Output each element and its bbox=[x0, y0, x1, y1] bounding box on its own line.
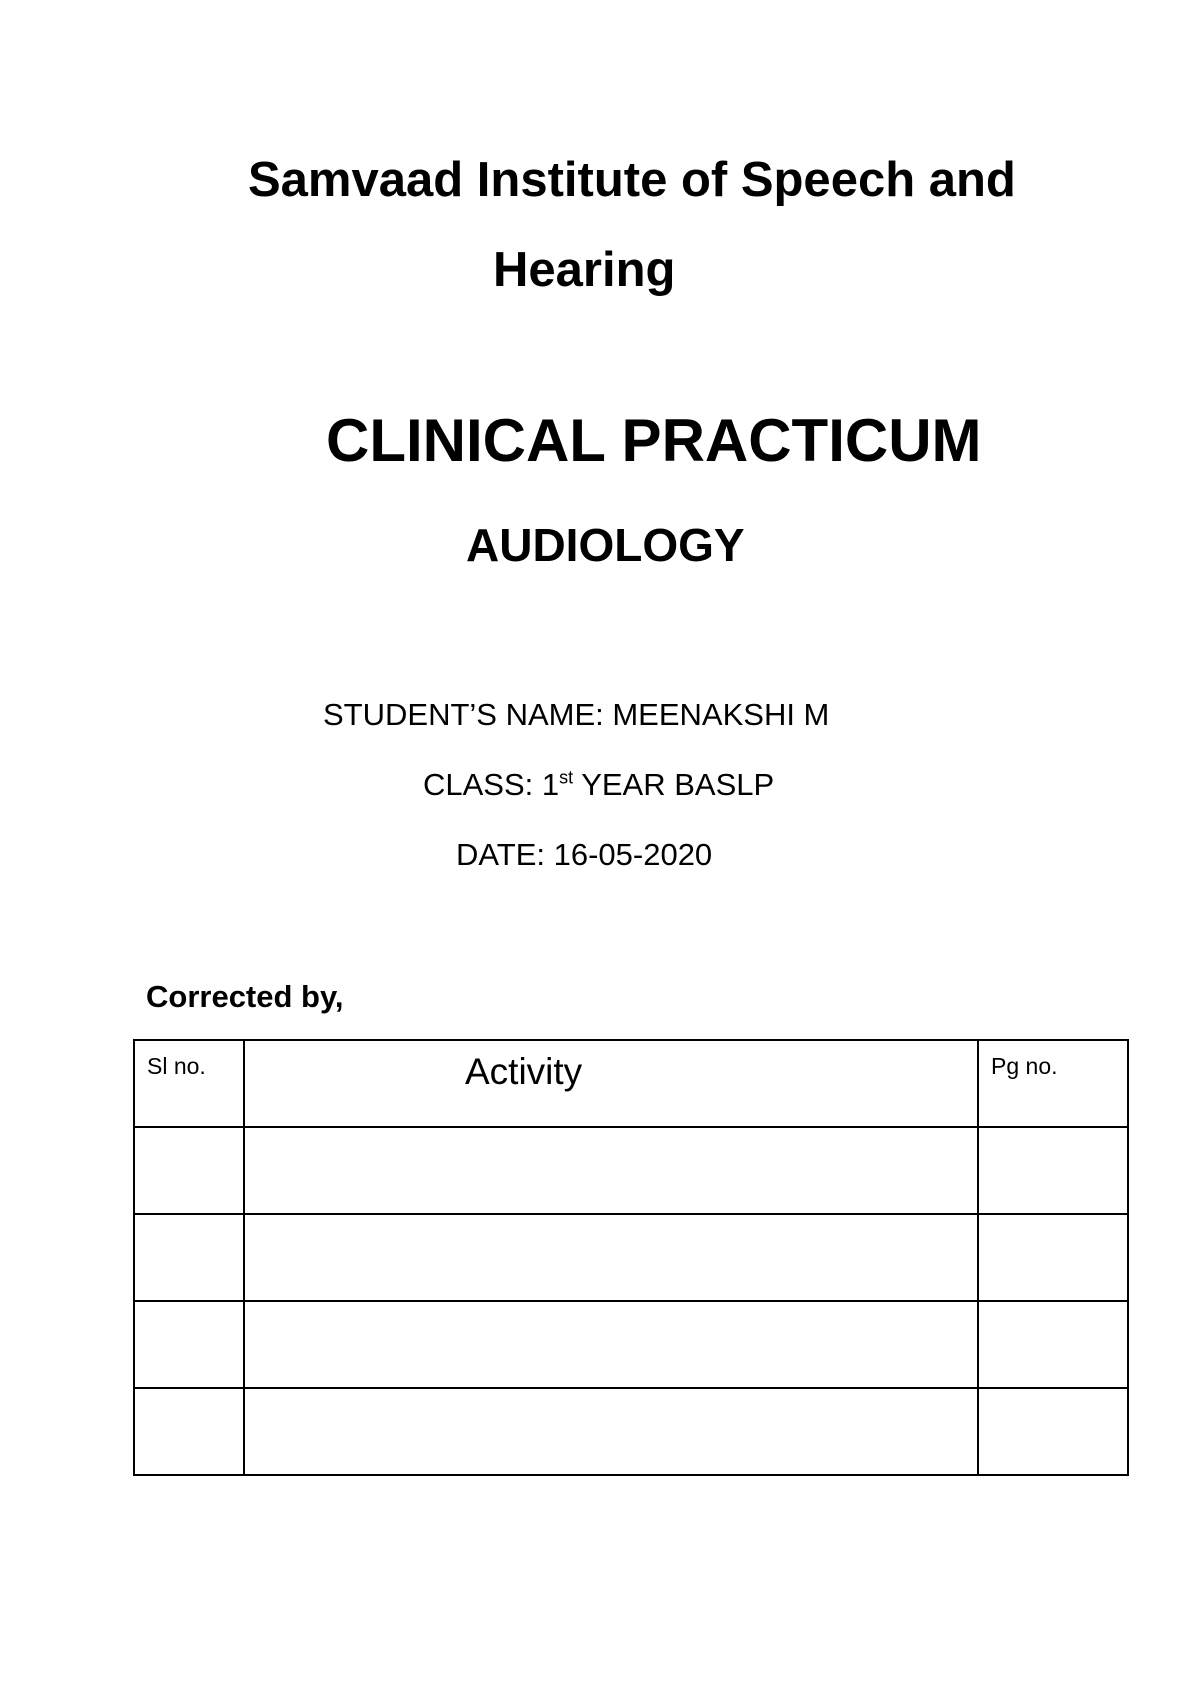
student-name: STUDENT’S NAME: MEENAKSHI M bbox=[323, 697, 830, 732]
column-header-activity bbox=[244, 1040, 978, 1127]
table-header-row bbox=[134, 1040, 1128, 1127]
corrected-by-label: Corrected by, bbox=[146, 979, 344, 1014]
table-cell-pg bbox=[978, 1127, 1128, 1214]
table-cell-sl bbox=[134, 1214, 244, 1301]
table-row bbox=[134, 1214, 1128, 1301]
column-header-activity-text: Activity bbox=[465, 1051, 583, 1092]
table-cell-activity bbox=[244, 1214, 978, 1301]
activity-index-table bbox=[133, 1039, 1129, 1476]
table-cell-activity bbox=[244, 1127, 978, 1214]
table-cell-pg bbox=[978, 1301, 1128, 1388]
student-class bbox=[423, 767, 774, 803]
column-header-sl-no bbox=[134, 1040, 244, 1127]
table-cell-sl bbox=[134, 1301, 244, 1388]
table-row bbox=[134, 1127, 1128, 1214]
table-cell-sl bbox=[134, 1388, 244, 1475]
table-cell-activity bbox=[244, 1301, 978, 1388]
class-ordinal-suffix: st bbox=[559, 767, 574, 788]
column-header-sl-no-text: Sl no. bbox=[147, 1053, 206, 1079]
table-cell-pg bbox=[978, 1388, 1128, 1475]
table-cell-sl bbox=[134, 1127, 244, 1214]
table-cell-pg bbox=[978, 1214, 1128, 1301]
document-subject: AUDIOLOGY bbox=[466, 519, 745, 571]
table-row bbox=[134, 1388, 1128, 1475]
institution-name-line-2: Hearing bbox=[493, 243, 676, 297]
class-suffix: YEAR BASLP bbox=[573, 767, 775, 802]
column-header-pg-no bbox=[978, 1040, 1128, 1127]
table-cell-activity bbox=[244, 1388, 978, 1475]
institution-name-line-1: Samvaad Institute of Speech and bbox=[248, 153, 1016, 207]
column-header-pg-no-text: Pg no. bbox=[991, 1053, 1058, 1079]
class-prefix: CLASS: 1 bbox=[423, 767, 560, 802]
table-row bbox=[134, 1301, 1128, 1388]
document-title: CLINICAL PRACTICUM bbox=[326, 407, 982, 474]
submission-date: DATE: 16-05-2020 bbox=[456, 837, 713, 872]
